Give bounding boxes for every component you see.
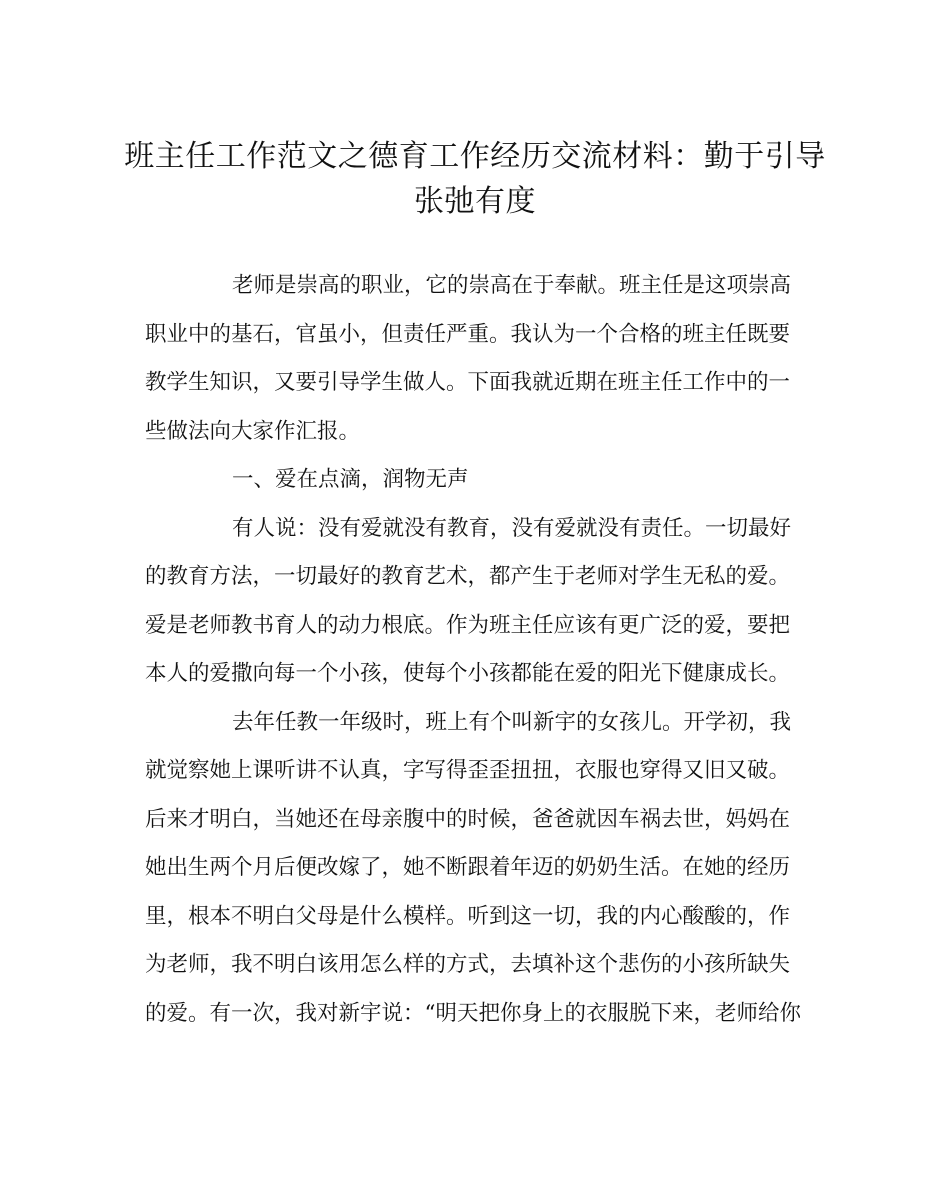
body-line: 爱是老师教书育人的动力根底。作为班主任应该有更广泛的爱，要把 [145, 612, 791, 638]
body-line: 教学生知识，又要引导学生做人。下面我就近期在班主任工作中的一 [145, 370, 791, 395]
body-line: 她出生两个月后便改嫁了，她不断跟着年迈的奶奶生活。在她的经历 [145, 855, 791, 880]
body-line: 些做法向大家作汇报。 [145, 418, 361, 444]
body-line: 里，根本不明白父母是什么模样。听到这一切，我的内心酸酸的，作 [145, 903, 791, 929]
body-line: 就觉察她上课听讲不认真，字写得歪歪扭扭，衣服也穿得又旧又破。 [145, 758, 791, 783]
document-body [145, 262, 805, 1038]
document-title-line-1: 班主任工作范文之德育工作经历交流材料：勤于引导 [124, 139, 826, 174]
body-line: 为老师，我不明白该用怎么样的方式，去填补这个悲伤的小孩所缺失 [145, 952, 791, 977]
section-heading: 一、爱在点滴，润物无声 [232, 467, 469, 492]
body-line: 后来才明白，当她还在母亲腹中的时候，爸爸就因车祸去世，妈妈在 [145, 806, 791, 832]
body-line: 职业中的基石，官虽小，但责任严重。我认为一个合格的班主任既要 [145, 321, 791, 347]
body-line: 本人的爱撒向每一个小孩，使每个小孩都能在爱的阳光下健康成长。 [145, 661, 791, 686]
document-title-line-2: 张弛有度 [414, 184, 536, 219]
body-line: 的爱。有一次，我对新宇说：“明天把你身上的衣服脱下来，老师给你 [145, 1000, 801, 1026]
body-line: 有人说：没有爱就没有教育，没有爱就没有责任。一切最好 [232, 515, 792, 541]
body-line: 的教育方法，一切最好的教育艺术，都产生于老师对学生无私的爱。 [145, 564, 791, 589]
body-line: 老师是崇高的职业，它的崇高在于奉献。班主任是这项崇高 [232, 273, 792, 298]
body-line: 去年任教一年级时，班上有个叫新宇的女孩儿。开学初，我 [232, 709, 792, 735]
